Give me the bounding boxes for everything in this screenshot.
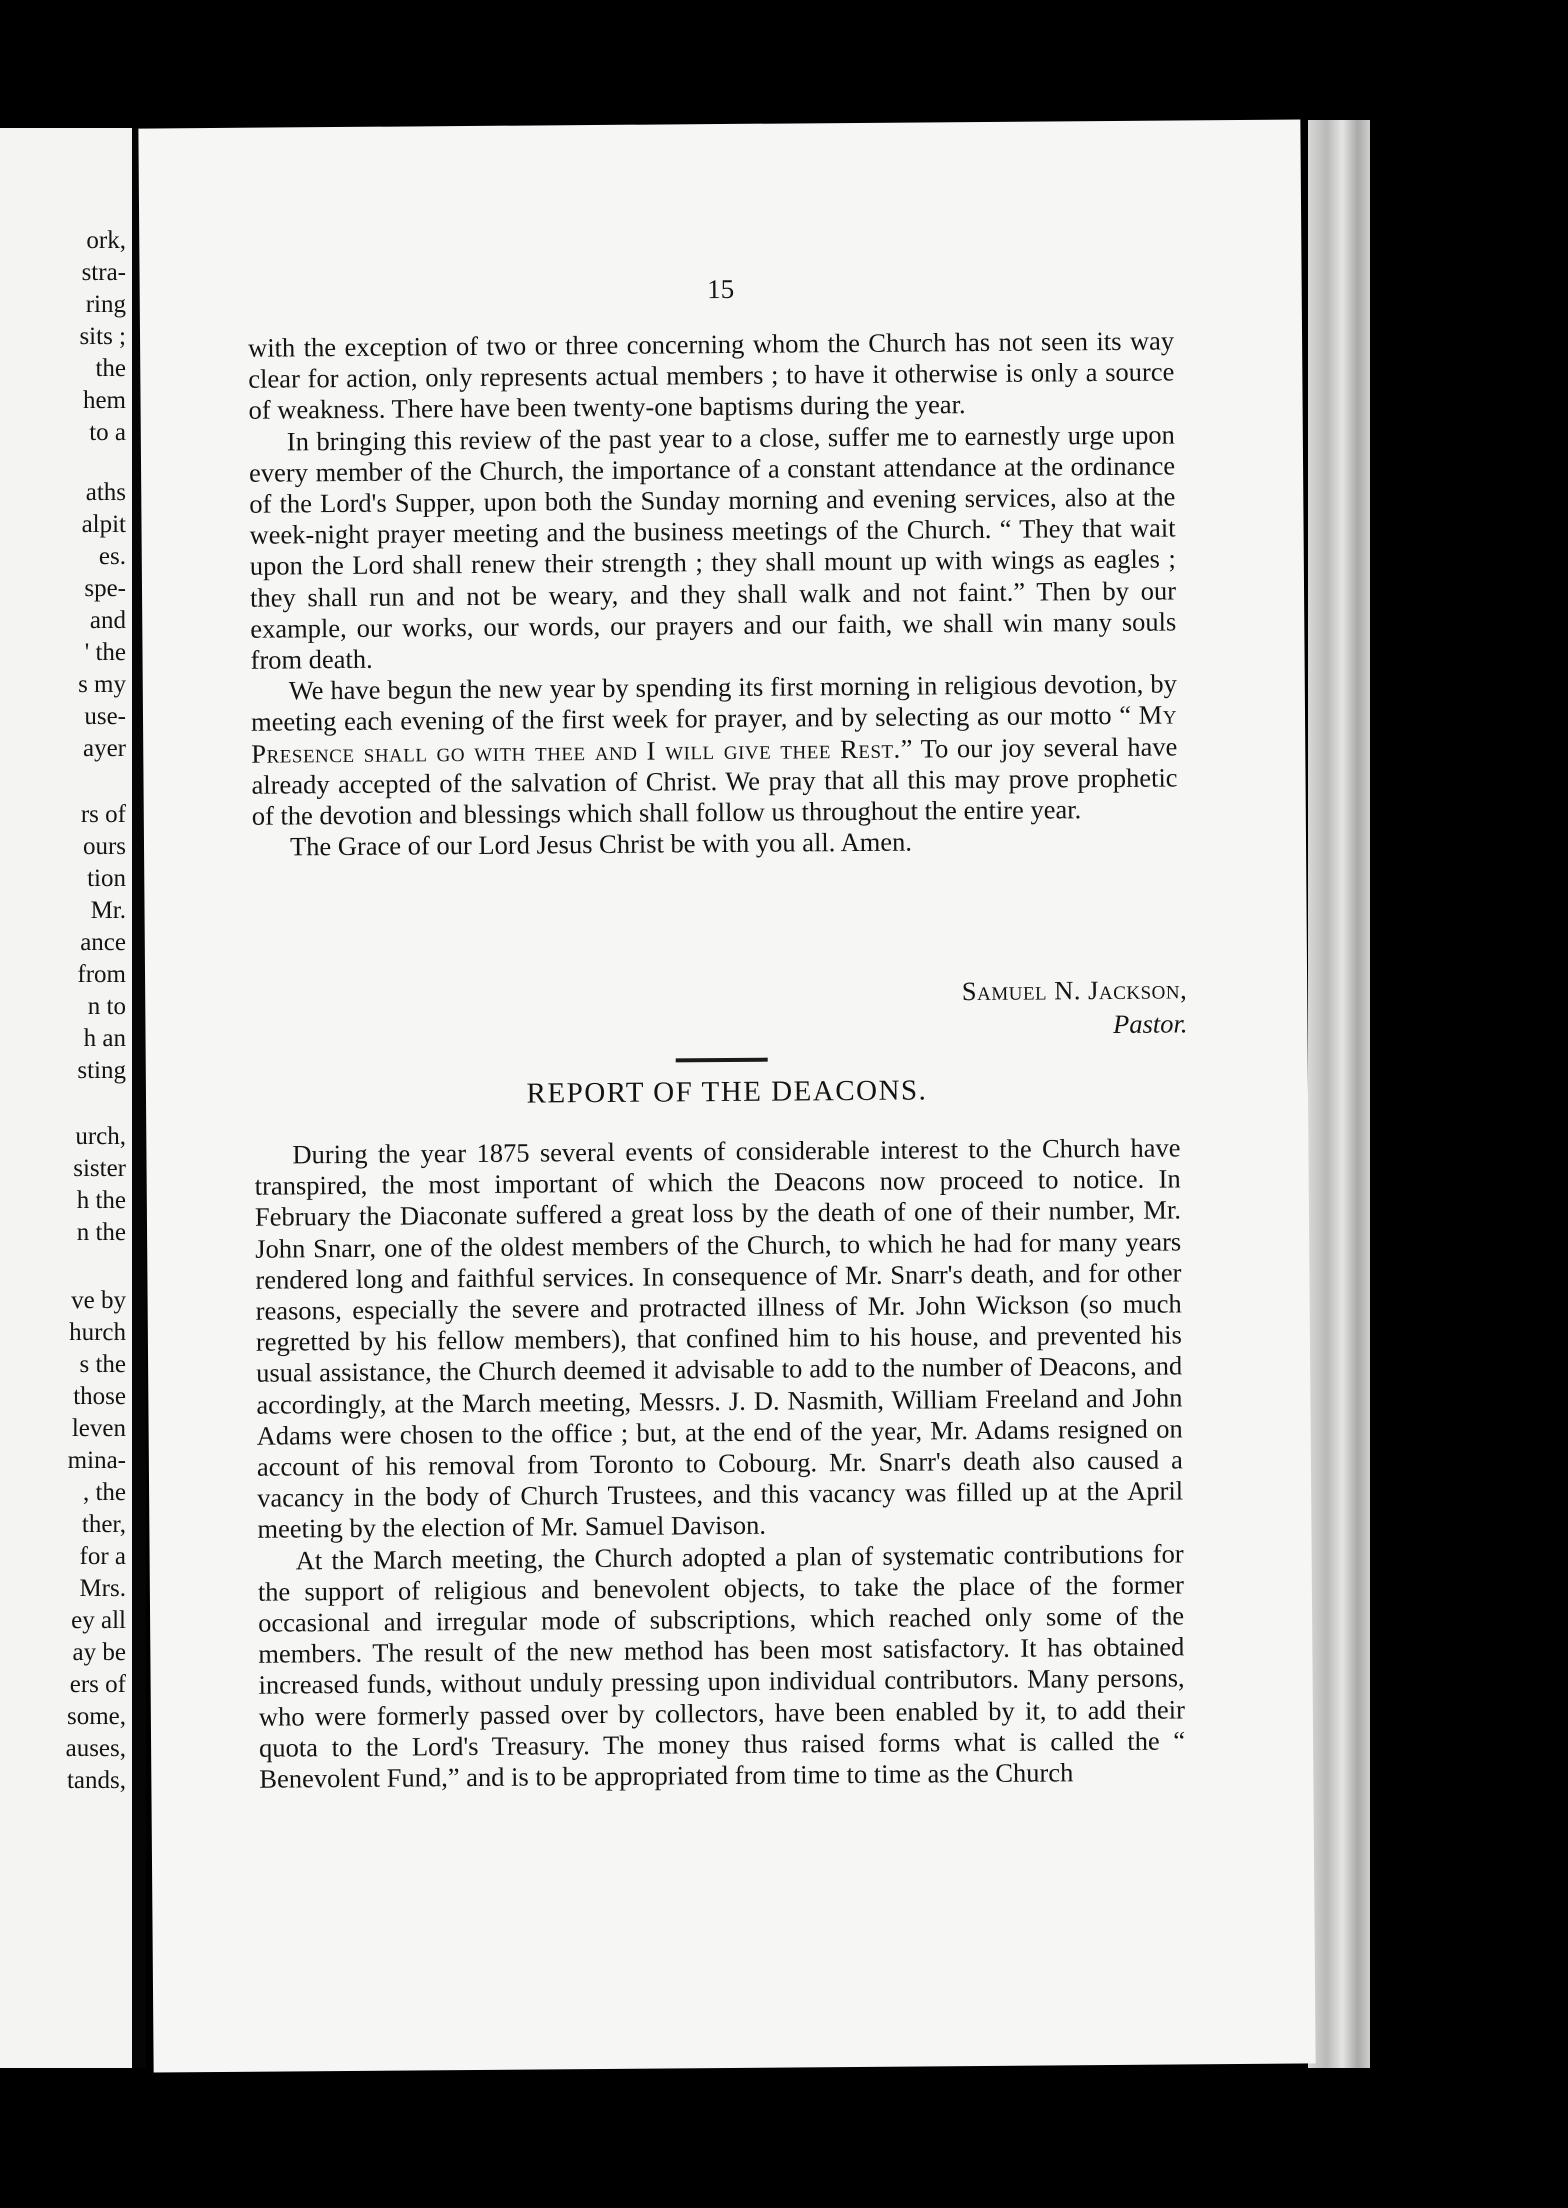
facing-page-line: for a: [79, 1543, 126, 1570]
paragraph: The Grace of our Lord Jesus Christ be with you all. Amen.: [289, 826, 913, 862]
facing-page-line: s the: [79, 1351, 126, 1378]
facing-page-line: ay be: [72, 1639, 126, 1666]
facing-page-line: s my: [78, 671, 126, 698]
facing-page-line: rs of: [80, 801, 126, 828]
facing-page-line: ve by: [71, 1287, 126, 1314]
facing-page-line: those: [73, 1383, 126, 1410]
facing-page-line: alpit: [81, 511, 126, 538]
facing-page-line: auses,: [65, 1735, 126, 1762]
facing-page-line: mina-: [67, 1447, 126, 1474]
facing-page-line: n the: [76, 1219, 126, 1246]
facing-page-line: urch,: [75, 1123, 126, 1150]
facing-page-line: , the: [82, 1479, 126, 1506]
facing-page-line: sits ;: [79, 323, 126, 350]
facing-page-fragment: [0, 128, 132, 2068]
facing-page-line: use-: [84, 703, 126, 730]
deacons-report-text: [254, 1132, 1185, 1795]
paragraph: At the March meeting, the Church adopted a plan of systematic contributions for the support of religious and benevolent objects, to take the place of the former occasional and irregular mode of subscriptions, which reached only some of the members. The result of the new method has been most satisfactory. It has obtained increased funds, without unduly pressing upon individual contributors. Many persons, who were formerly passed over by collectors, have been enabled by it, to add their quota to the Lord's Treasury. The money thus raised forms what is called the “ Benevolent Fund,” and is to be appropriated from time to time as the Church: [257, 1538, 1186, 1794]
facing-page-line: tands,: [66, 1767, 126, 1794]
paragraph: In bringing this review of the past year to a close, suffer me to earnestly urge upon every member of the Church, the importance of a constant attendance at the ordinance of the Lord's Supper, upon both the Sunday morning and evening services, also at the week-night prayer meeting and the business meetings of the Church. “ They that wait upon the Lord shall renew their strength ; they shall mount up with wings as eagles ; they shall run and not be weary, and they shall walk and not faint.” Then by our example, our works, our words, our prayers and our faith, we shall win many souls from death.: [248, 419, 1177, 675]
facing-page-line: ey all: [71, 1607, 126, 1634]
signature-title: Pastor.: [1112, 1008, 1188, 1039]
facing-page-line: the: [95, 355, 126, 382]
facing-page-line: hem: [82, 387, 126, 414]
facing-page-line: ers of: [69, 1671, 126, 1698]
signature-name: Samuel N. Jackson,: [961, 974, 1188, 1007]
facing-page-line: to a: [89, 419, 126, 446]
signature-block: [962, 972, 1188, 1042]
page-number: 15: [707, 273, 735, 305]
section-heading: REPORT OF THE DEACONS.: [526, 1074, 928, 1110]
facing-page-line: sister: [73, 1155, 126, 1182]
facing-page-line: sting: [77, 1057, 126, 1084]
facing-page-line: hurch: [69, 1319, 126, 1346]
facing-page-line: h the: [76, 1187, 126, 1214]
facing-page-line: es.: [98, 543, 126, 570]
facing-page-line: stra-: [81, 259, 126, 286]
facing-page-line: n to: [87, 993, 126, 1020]
facing-page-line: leven: [71, 1415, 126, 1442]
pastor-report-text: [248, 325, 1178, 863]
facing-page-line: tion: [87, 865, 126, 892]
facing-page-line: from: [77, 961, 126, 988]
paragraph-text: ” To our joy several have already accepted of the salvation of Christ. We pray that all this may prove prophetic of the devotion and blessings which shall follow us throughout the entire year.: [251, 731, 1178, 831]
paragraph: During the year 1875 several events of considerable interest to the Church have transpired, the most important of which the Deacons now proceed to notice. In February the Diaconate suffered a great loss by the death of one of their number, Mr. John Snarr, one of the oldest members of the Church, to which he had for many years rendered long and faithful services. In consequence of Mr. Snarr's death, and for other reasons, especially the severe and protracted illness of Mr. John Wickson (so much regretted by his fellow members), that confined him to his house, and prevented his usual assistance, the Church deemed it advisable to add to the number of Deacons, and accordingly, at the March meeting, Messrs. J. D. Nasmith, William Freeland and John Adams were chosen to the office ; but, at the end of the year, Mr. Adams resigned on account of his removal from Toronto to Cobourg. Mr. Snarr's death also caused a vacancy in the body of Church Trustees, and this vacancy was filled up at the April meeting by the election of Mr. Samuel Davison.: [254, 1132, 1184, 1545]
facing-page-line: spe-: [84, 575, 126, 602]
document-page: [138, 119, 1315, 2072]
section-divider: [676, 1058, 768, 1063]
paragraph-text: We have begun the new year by spending its first morning in religious devotion, by meeting each evening of the first week for prayer, and by selecting as our motto “: [250, 668, 1177, 738]
page-edges: [1308, 120, 1370, 2068]
facing-page-line: aths: [85, 479, 126, 506]
facing-page-line: and: [89, 607, 126, 634]
facing-page-line: some,: [66, 1703, 126, 1730]
paragraph: with the exception of two or three concerning whom the Church has not seen its way clear for action, only represents actual members ; to have it otherwise is only a source of weakness. There have been twenty-one baptisms during the year.: [247, 325, 1175, 426]
facing-page-line: ' the: [84, 639, 126, 666]
facing-page-line: ring: [85, 291, 126, 318]
facing-page-line: Mr.: [90, 897, 126, 924]
paragraph: [251, 669, 1178, 832]
facing-page-line: h an: [83, 1025, 126, 1052]
facing-page-line: ours: [82, 833, 126, 860]
motto: My Presence shall go with thee and I will give thee Rest.: [251, 699, 1178, 769]
facing-page-line: ance: [80, 929, 126, 956]
facing-page-line: ork,: [86, 227, 126, 254]
facing-page-line: ayer: [82, 735, 126, 762]
facing-page-line: Mrs.: [79, 1575, 126, 1602]
facing-page-line: ther,: [81, 1511, 126, 1538]
